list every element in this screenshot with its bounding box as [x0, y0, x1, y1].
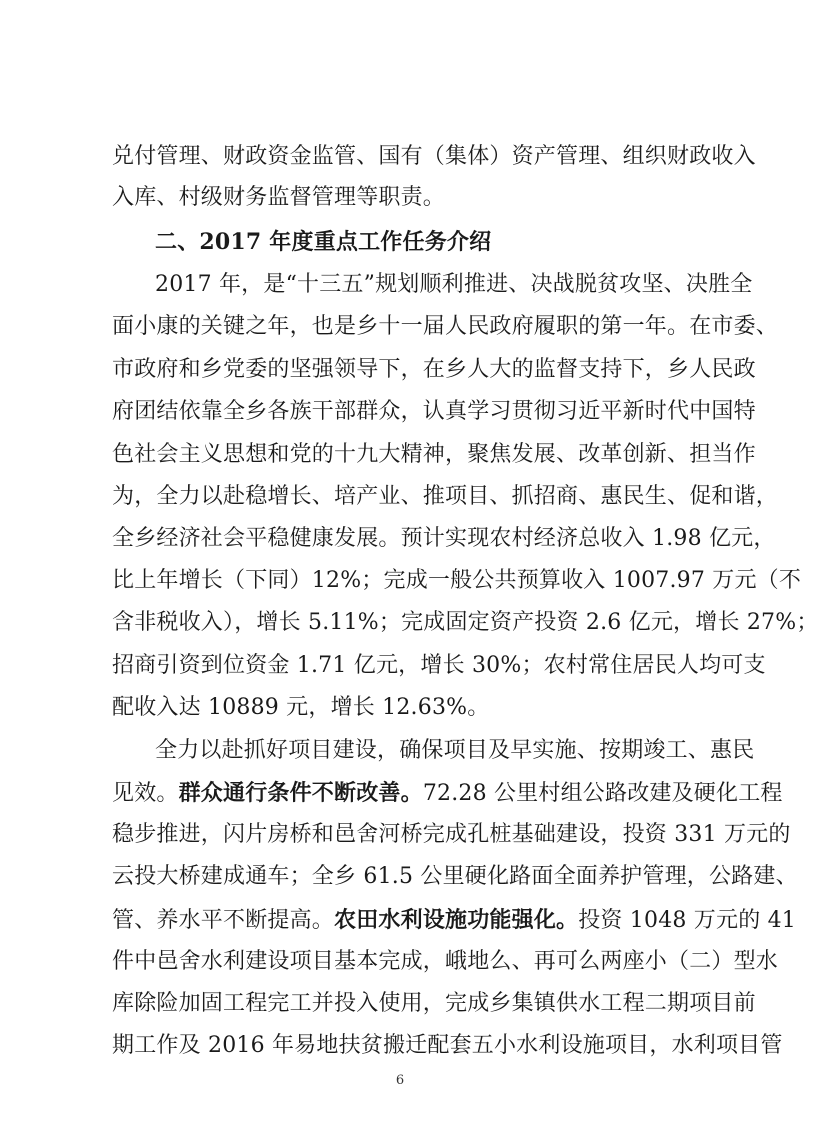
paragraph-line: 兑付管理、财政资金监管、国有（集体）资产管理、组织财政收入 [112, 144, 756, 169]
paragraph-line: 全力以赴抓好项目建设，确保项目及早实施、按期竣工、惠民 [155, 738, 755, 763]
paragraph-line: 入库、村级财务监督管理等职责。 [112, 185, 446, 210]
paragraph-line: 府团结依靠全乡各族干部群众，认真学习贯彻习近平新时代中国特 [112, 399, 756, 424]
paragraph-line [112, 778, 783, 809]
paragraph-text: 管、养水平不断提高。 [112, 908, 335, 933]
emphasis-heading: 农田水利设施功能强化。 [334, 907, 579, 933]
page-number: 6 [395, 1073, 405, 1088]
paragraph-text: 投资 1048 万元的 41 [578, 908, 796, 933]
paragraph-line: 招商引资到位资金 1.71 亿元，增长 30%；农村常住居民人均可支 [112, 653, 766, 678]
paragraph-line: 期工作及 2016 年易地扶贫搬迁配套五小水利设施项目，水利项目管 [112, 1033, 783, 1058]
paragraph-line: 色社会主义思想和党的十九大精神，聚焦发展、改革创新、担当作 [112, 442, 756, 467]
section-heading: 二、2017 年度重点工作任务介绍 [155, 229, 492, 255]
paragraph-line: 为，全力以赴稳增长、培产业、推项目、抓招商、惠民生、促和谐， [112, 484, 779, 509]
paragraph-line: 配收入达 10889 元，增长 12.63%。 [112, 695, 490, 720]
emphasis-heading: 群众通行条件不断改善。 [178, 780, 423, 806]
paragraph-line: 2017 年，是“十三五”规划顺利推进、决战脱贫攻坚、决胜全 [155, 272, 753, 297]
paragraph-line: 全乡经济社会平稳健康发展。预计实现农村经济总收入 1.98 亿元， [112, 526, 776, 551]
paragraph-line: 市政府和乡党委的坚强领导下，在乡人大的监督支持下，乡人民政 [112, 357, 756, 382]
paragraph-text: 72.28 公里村组公路改建及硬化工程 [422, 781, 783, 806]
paragraph-line: 含非税收入），增长 5.11%；完成固定资产投资 2.6 亿元，增长 27%； [112, 610, 819, 635]
paragraph-line: 件中邑舍水利建设项目基本完成，峨地么、再可么两座小（二）型水 [112, 949, 779, 974]
paragraph-line: 比上年增长（下同）12%；完成一般公共预算收入 1007.97 万元（不 [112, 568, 802, 593]
paragraph-line [112, 905, 796, 936]
paragraph-text: 见效。 [112, 781, 179, 806]
paragraph-line: 稳步推进，闪片房桥和邑舍河桥完成孔桩基础建设，投资 331 万元的 [112, 822, 791, 847]
paragraph-line: 云投大桥建成通车；全乡 61.5 公里硬化路面全面养护管理，公路建、 [112, 864, 798, 889]
paragraph-line: 面小康的关键之年，也是乡十一届人民政府履职的第一年。在市委、 [112, 314, 779, 339]
paragraph-line: 库除险加固工程完工并投入使用，完成乡集镇供水工程二期项目前 [112, 991, 756, 1016]
